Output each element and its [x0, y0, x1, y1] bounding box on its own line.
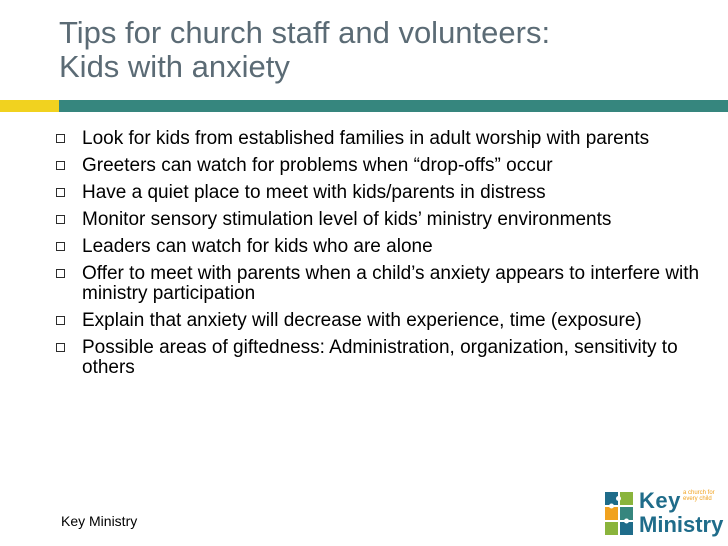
bullet-item-5 [60, 237, 700, 257]
square-bullet-icon [56, 242, 65, 251]
logo-word-ministry: Ministry [639, 512, 724, 537]
bullet-text-3: Have a quiet place to meet with kids/parents in distress [82, 182, 546, 203]
key-ministry-logo [603, 488, 723, 543]
accent-bar-teal [59, 100, 728, 112]
bullet-item-3 [60, 183, 700, 203]
bullet-text-5: Leaders can watch for kids who are alone [82, 236, 433, 257]
accent-bar-yellow [0, 100, 59, 112]
square-bullet-icon [56, 343, 65, 352]
slide-title-line-1: Tips for church staff and volunteers: [59, 15, 551, 50]
bullet-text-7: Explain that anxiety will decrease with experience, time (exposure) [82, 310, 642, 331]
bullet-text-1: Look for kids from established families in adult worship with parents [82, 128, 650, 149]
square-bullet-icon [56, 269, 65, 278]
square-bullet-icon [56, 134, 65, 143]
bullet-item-8 [60, 338, 700, 378]
logo-word-key: Key [639, 488, 681, 513]
puzzle-logo-icon [603, 490, 637, 542]
square-bullet-icon [56, 215, 65, 224]
square-bullet-icon [56, 161, 65, 170]
logo-tagline: a church for every child [683, 490, 715, 502]
bullet-text-2: Greeters can watch for problems when “drop-offs” occur [82, 155, 553, 176]
bullet-item-6 [60, 264, 700, 304]
bullet-text-4: Monitor sensory stimulation level of kids’ ministry environments [82, 209, 612, 230]
bullet-item-7 [60, 311, 700, 331]
square-bullet-icon [56, 188, 65, 197]
bullet-text-8: Possible areas of giftedness: Administration, organization, sensitivity to others [82, 337, 678, 378]
bullet-list [60, 129, 700, 385]
square-bullet-icon [56, 316, 65, 325]
bullet-text-6: Offer to meet with parents when a child’s anxiety appears to interfere with ministry participation [82, 263, 700, 304]
bullet-item-2 [60, 156, 700, 176]
slide-title [59, 16, 699, 84]
footer-text: Key Ministry [61, 513, 138, 529]
bullet-item-1 [60, 129, 700, 149]
slide-title-line-2: Kids with anxiety [59, 49, 290, 84]
bullet-item-4 [60, 210, 700, 230]
